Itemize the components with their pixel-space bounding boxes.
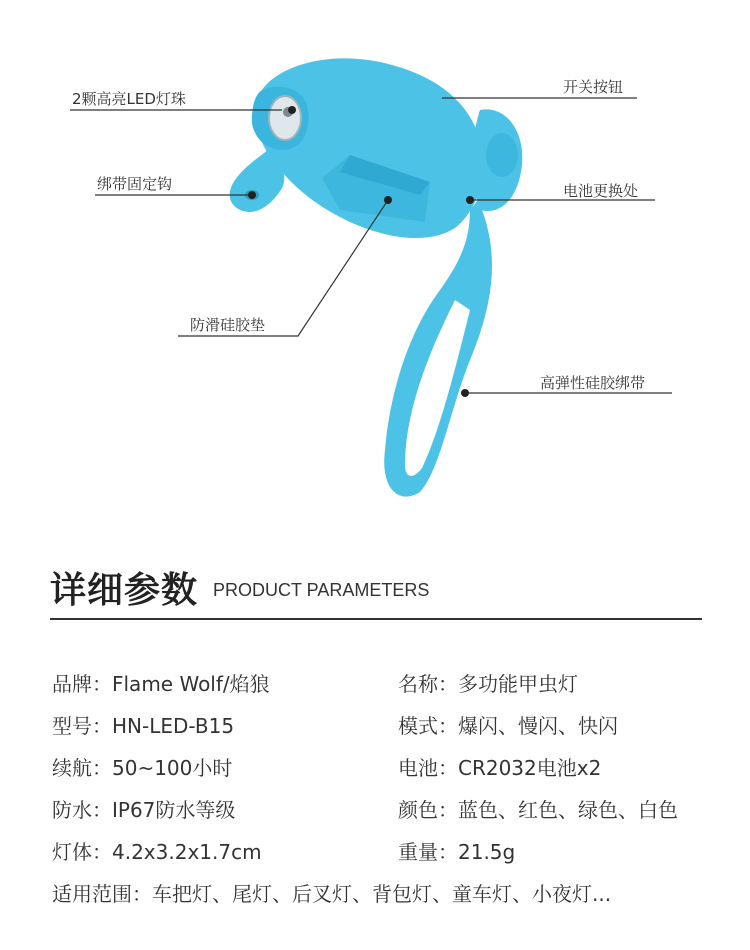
param-mode: 模式：爆闪、慢闪、快闪 xyxy=(398,714,618,738)
callout-strap: 高弹性硅胶绑带 xyxy=(540,374,646,392)
strap-hook xyxy=(230,150,285,212)
param-brand: 品牌：Flame Wolf/焰狼 xyxy=(52,672,270,696)
section-title: 详细参数 xyxy=(50,570,199,611)
callout-pad: 防滑硅胶垫 xyxy=(190,316,266,334)
param-weight: 重量：21.5g xyxy=(398,840,516,864)
callout-switch: 开关按钮 xyxy=(563,78,624,96)
param-color: 颜色：蓝色、红色、绿色、白色 xyxy=(398,798,678,822)
param-model: 型号：HN-LED-B15 xyxy=(52,714,235,738)
section-subtitle: PRODUCT PARAMETERS xyxy=(213,580,430,600)
callout-hook: 绑带固定钩 xyxy=(97,175,173,193)
callout-led: 2颗高亮LED灯珠 xyxy=(72,90,186,108)
param-name: 名称：多功能甲虫灯 xyxy=(398,672,578,696)
param-runtime: 续航：50~100小时 xyxy=(52,756,233,780)
param-waterproof: 防水：IP67防水等级 xyxy=(52,798,236,822)
callout-battery: 电池更换处 xyxy=(563,182,639,200)
param-size: 灯体：4.2x3.2x1.7cm xyxy=(52,840,262,864)
param-battery: 电池：CR2032电池x2 xyxy=(398,756,602,780)
led-lens xyxy=(269,96,301,140)
section-divider xyxy=(50,618,702,620)
switch-button xyxy=(486,133,518,177)
param-usage: 适用范围：车把灯、尾灯、后叉灯、背包灯、童车灯、小夜灯... xyxy=(52,882,612,906)
